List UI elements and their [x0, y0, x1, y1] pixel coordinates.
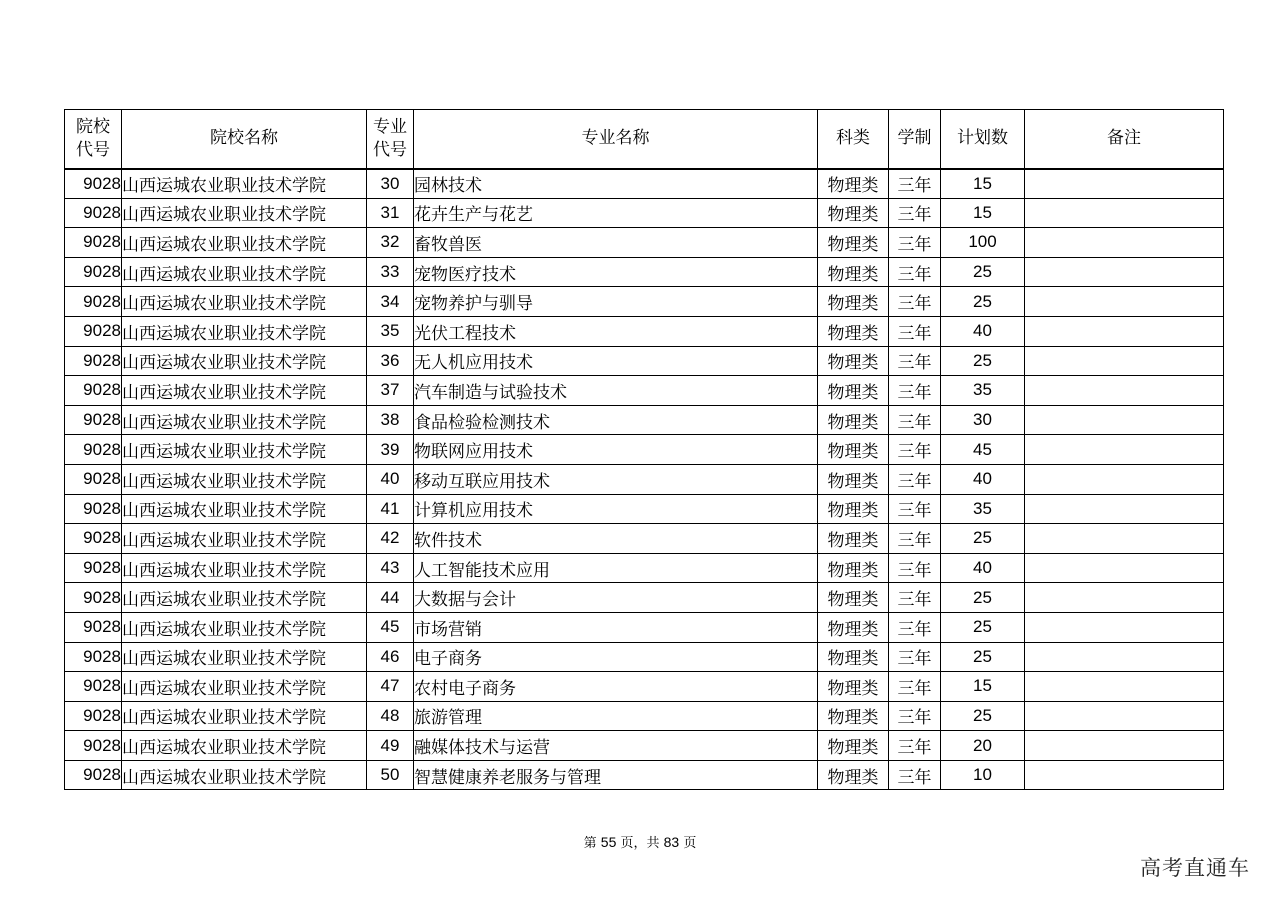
header-major-code-line2: 代号 — [373, 139, 407, 160]
cell-category: 物理类 — [818, 553, 889, 583]
cell-category: 物理类 — [818, 672, 889, 702]
cell-major-code: 40 — [367, 464, 414, 494]
cell-major-name: 智慧健康养老服务与管理 — [414, 760, 818, 790]
header-school-code-line1: 院校 — [76, 116, 110, 137]
cell-plan: 30 — [941, 405, 1025, 435]
cell-remark — [1025, 346, 1224, 376]
table-row — [65, 760, 1224, 790]
cell-school-code: 9028 — [65, 376, 122, 406]
cell-remark — [1025, 642, 1224, 672]
cell-plan: 100 — [941, 228, 1025, 258]
cell-major-code: 32 — [367, 228, 414, 258]
cell-major-name: 融媒体技术与运营 — [414, 731, 818, 761]
cell-school-name: 山西运城农业职业技术学院 — [122, 316, 367, 346]
cell-duration: 三年 — [889, 316, 941, 346]
cell-major-name: 电子商务 — [414, 642, 818, 672]
cell-major-name: 大数据与会计 — [414, 583, 818, 613]
cell-plan: 10 — [941, 760, 1025, 790]
cell-school-code: 9028 — [65, 553, 122, 583]
table-row — [65, 376, 1224, 406]
table-body — [65, 169, 1224, 790]
table-header — [65, 110, 1224, 169]
cell-major-name: 花卉生产与花艺 — [414, 198, 818, 228]
cell-school-name: 山西运城农业职业技术学院 — [122, 376, 367, 406]
cell-school-code: 9028 — [65, 435, 122, 465]
footer-total-pages: 83 — [663, 834, 680, 850]
table-row — [65, 553, 1224, 583]
table-row — [65, 228, 1224, 258]
header-plan: 计划数 — [941, 110, 1025, 169]
cell-school-name: 山西运城农业职业技术学院 — [122, 672, 367, 702]
cell-school-code: 9028 — [65, 612, 122, 642]
cell-major-code: 37 — [367, 376, 414, 406]
cell-plan: 25 — [941, 701, 1025, 731]
cell-category: 物理类 — [818, 376, 889, 406]
cell-school-name: 山西运城农业职业技术学院 — [122, 435, 367, 465]
cell-major-name: 园林技术 — [414, 169, 818, 199]
cell-duration: 三年 — [889, 169, 941, 199]
cell-school-code: 9028 — [65, 672, 122, 702]
cell-category: 物理类 — [818, 316, 889, 346]
cell-duration: 三年 — [889, 760, 941, 790]
cell-remark — [1025, 287, 1224, 317]
cell-remark — [1025, 169, 1224, 199]
cell-major-code: 39 — [367, 435, 414, 465]
cell-category: 物理类 — [818, 435, 889, 465]
cell-school-code: 9028 — [65, 198, 122, 228]
cell-school-name: 山西运城农业职业技术学院 — [122, 612, 367, 642]
cell-plan: 20 — [941, 731, 1025, 761]
cell-major-name: 光伏工程技术 — [414, 316, 818, 346]
cell-major-code: 45 — [367, 612, 414, 642]
cell-duration: 三年 — [889, 464, 941, 494]
cell-category: 物理类 — [818, 524, 889, 554]
cell-duration: 三年 — [889, 701, 941, 731]
cell-category: 物理类 — [818, 198, 889, 228]
cell-category: 物理类 — [818, 257, 889, 287]
cell-major-code: 42 — [367, 524, 414, 554]
cell-school-name: 山西运城农业职业技术学院 — [122, 760, 367, 790]
cell-category: 物理类 — [818, 642, 889, 672]
cell-duration: 三年 — [889, 612, 941, 642]
cell-major-name: 无人机应用技术 — [414, 346, 818, 376]
cell-plan: 40 — [941, 464, 1025, 494]
footer-suffix: 页 — [679, 836, 697, 851]
cell-school-code: 9028 — [65, 524, 122, 554]
cell-category: 物理类 — [818, 346, 889, 376]
cell-plan: 15 — [941, 198, 1025, 228]
cell-school-code: 9028 — [65, 642, 122, 672]
cell-school-name: 山西运城农业职业技术学院 — [122, 553, 367, 583]
page-footer — [0, 832, 1280, 851]
table-row — [65, 316, 1224, 346]
table-row — [65, 464, 1224, 494]
cell-school-code: 9028 — [65, 228, 122, 258]
cell-school-name: 山西运城农业职业技术学院 — [122, 287, 367, 317]
cell-plan: 45 — [941, 435, 1025, 465]
table-row — [65, 612, 1224, 642]
cell-plan: 25 — [941, 287, 1025, 317]
watermark: 高考直通车 — [1140, 856, 1250, 880]
cell-school-code: 9028 — [65, 464, 122, 494]
cell-major-code: 31 — [367, 198, 414, 228]
cell-duration: 三年 — [889, 435, 941, 465]
cell-duration: 三年 — [889, 731, 941, 761]
cell-school-name: 山西运城农业职业技术学院 — [122, 198, 367, 228]
cell-plan: 25 — [941, 346, 1025, 376]
cell-plan: 40 — [941, 316, 1025, 346]
cell-plan: 25 — [941, 642, 1025, 672]
cell-category: 物理类 — [818, 287, 889, 317]
cell-remark — [1025, 228, 1224, 258]
cell-plan: 35 — [941, 376, 1025, 406]
cell-plan: 25 — [941, 612, 1025, 642]
cell-school-code: 9028 — [65, 701, 122, 731]
cell-duration: 三年 — [889, 524, 941, 554]
cell-category: 物理类 — [818, 464, 889, 494]
cell-duration: 三年 — [889, 405, 941, 435]
cell-school-name: 山西运城农业职业技术学院 — [122, 346, 367, 376]
cell-major-name: 食品检验检测技术 — [414, 405, 818, 435]
cell-school-code: 9028 — [65, 287, 122, 317]
cell-category: 物理类 — [818, 228, 889, 258]
cell-school-code: 9028 — [65, 316, 122, 346]
cell-duration: 三年 — [889, 494, 941, 524]
cell-school-name: 山西运城农业职业技术学院 — [122, 731, 367, 761]
cell-school-code: 9028 — [65, 760, 122, 790]
cell-major-name: 宠物医疗技术 — [414, 257, 818, 287]
cell-plan: 25 — [941, 257, 1025, 287]
table-row — [65, 731, 1224, 761]
cell-major-code: 50 — [367, 760, 414, 790]
table-row — [65, 524, 1224, 554]
cell-school-name: 山西运城农业职业技术学院 — [122, 583, 367, 613]
cell-remark — [1025, 524, 1224, 554]
cell-major-code: 46 — [367, 642, 414, 672]
table-row — [65, 346, 1224, 376]
cell-major-name: 旅游管理 — [414, 701, 818, 731]
table-row — [65, 494, 1224, 524]
cell-school-code: 9028 — [65, 583, 122, 613]
cell-major-name: 移动互联应用技术 — [414, 464, 818, 494]
cell-duration: 三年 — [889, 198, 941, 228]
cell-duration: 三年 — [889, 257, 941, 287]
cell-remark — [1025, 701, 1224, 731]
cell-major-name: 汽车制造与试验技术 — [414, 376, 818, 406]
cell-major-code: 41 — [367, 494, 414, 524]
cell-plan: 40 — [941, 553, 1025, 583]
cell-duration: 三年 — [889, 376, 941, 406]
table-row — [65, 672, 1224, 702]
cell-remark — [1025, 731, 1224, 761]
cell-major-code: 34 — [367, 287, 414, 317]
header-major-code — [367, 110, 414, 169]
cell-school-name: 山西运城农业职业技术学院 — [122, 524, 367, 554]
cell-major-code: 33 — [367, 257, 414, 287]
cell-remark — [1025, 760, 1224, 790]
cell-remark — [1025, 198, 1224, 228]
cell-remark — [1025, 464, 1224, 494]
table-row — [65, 287, 1224, 317]
cell-school-code: 9028 — [65, 731, 122, 761]
table-row — [65, 169, 1224, 199]
cell-category: 物理类 — [818, 731, 889, 761]
cell-major-code: 44 — [367, 583, 414, 613]
cell-major-code: 47 — [367, 672, 414, 702]
table-row — [65, 701, 1224, 731]
cell-plan: 15 — [941, 672, 1025, 702]
header-duration: 学制 — [889, 110, 941, 169]
cell-major-name: 农村电子商务 — [414, 672, 818, 702]
cell-remark — [1025, 316, 1224, 346]
cell-school-name: 山西运城农业职业技术学院 — [122, 642, 367, 672]
cell-major-name: 计算机应用技术 — [414, 494, 818, 524]
cell-plan: 25 — [941, 583, 1025, 613]
cell-major-code: 38 — [367, 405, 414, 435]
footer-middle: 页，共 — [616, 836, 664, 851]
cell-school-name: 山西运城农业职业技术学院 — [122, 169, 367, 199]
cell-school-code: 9028 — [65, 257, 122, 287]
cell-duration: 三年 — [889, 642, 941, 672]
cell-school-name: 山西运城农业职业技术学院 — [122, 228, 367, 258]
cell-major-code: 30 — [367, 169, 414, 199]
table-row — [65, 405, 1224, 435]
header-remark: 备注 — [1025, 110, 1224, 169]
cell-major-name: 人工智能技术应用 — [414, 553, 818, 583]
header-major-code-line1: 专业 — [373, 116, 407, 137]
cell-remark — [1025, 257, 1224, 287]
cell-duration: 三年 — [889, 287, 941, 317]
table-row — [65, 257, 1224, 287]
cell-duration: 三年 — [889, 228, 941, 258]
cell-remark — [1025, 376, 1224, 406]
cell-major-name: 软件技术 — [414, 524, 818, 554]
cell-major-name: 市场营销 — [414, 612, 818, 642]
cell-school-code: 9028 — [65, 169, 122, 199]
cell-remark — [1025, 612, 1224, 642]
table-row — [65, 198, 1224, 228]
cell-school-name: 山西运城农业职业技术学院 — [122, 701, 367, 731]
cell-school-code: 9028 — [65, 346, 122, 376]
cell-major-name: 宠物养护与驯导 — [414, 287, 818, 317]
footer-prefix: 第 — [583, 836, 601, 851]
cell-major-code: 49 — [367, 731, 414, 761]
cell-school-name: 山西运城农业职业技术学院 — [122, 257, 367, 287]
cell-duration: 三年 — [889, 583, 941, 613]
footer-page-number: 55 — [600, 834, 617, 850]
cell-remark — [1025, 494, 1224, 524]
cell-category: 物理类 — [818, 583, 889, 613]
cell-plan: 25 — [941, 524, 1025, 554]
cell-plan: 35 — [941, 494, 1025, 524]
header-school-code — [65, 110, 122, 169]
header-major-name: 专业名称 — [414, 110, 818, 169]
cell-category: 物理类 — [818, 612, 889, 642]
cell-remark — [1025, 672, 1224, 702]
cell-remark — [1025, 435, 1224, 465]
cell-school-name: 山西运城农业职业技术学院 — [122, 494, 367, 524]
cell-major-code: 36 — [367, 346, 414, 376]
cell-major-code: 48 — [367, 701, 414, 731]
table-row — [65, 583, 1224, 613]
cell-plan: 15 — [941, 169, 1025, 199]
header-school-code-line2: 代号 — [76, 139, 110, 160]
cell-category: 物理类 — [818, 405, 889, 435]
cell-category: 物理类 — [818, 494, 889, 524]
cell-remark — [1025, 583, 1224, 613]
cell-major-code: 43 — [367, 553, 414, 583]
header-row — [65, 110, 1224, 169]
header-category: 科类 — [818, 110, 889, 169]
header-school-name: 院校名称 — [122, 110, 367, 169]
cell-major-name: 物联网应用技术 — [414, 435, 818, 465]
cell-major-code: 35 — [367, 316, 414, 346]
cell-school-code: 9028 — [65, 494, 122, 524]
cell-duration: 三年 — [889, 672, 941, 702]
cell-school-name: 山西运城农业职业技术学院 — [122, 464, 367, 494]
cell-category: 物理类 — [818, 169, 889, 199]
cell-duration: 三年 — [889, 553, 941, 583]
table-row — [65, 435, 1224, 465]
enrollment-plan-table — [64, 109, 1224, 790]
cell-major-name: 畜牧兽医 — [414, 228, 818, 258]
cell-category: 物理类 — [818, 760, 889, 790]
cell-remark — [1025, 553, 1224, 583]
cell-duration: 三年 — [889, 346, 941, 376]
table-row — [65, 642, 1224, 672]
cell-remark — [1025, 405, 1224, 435]
cell-category: 物理类 — [818, 701, 889, 731]
cell-school-code: 9028 — [65, 405, 122, 435]
cell-school-name: 山西运城农业职业技术学院 — [122, 405, 367, 435]
